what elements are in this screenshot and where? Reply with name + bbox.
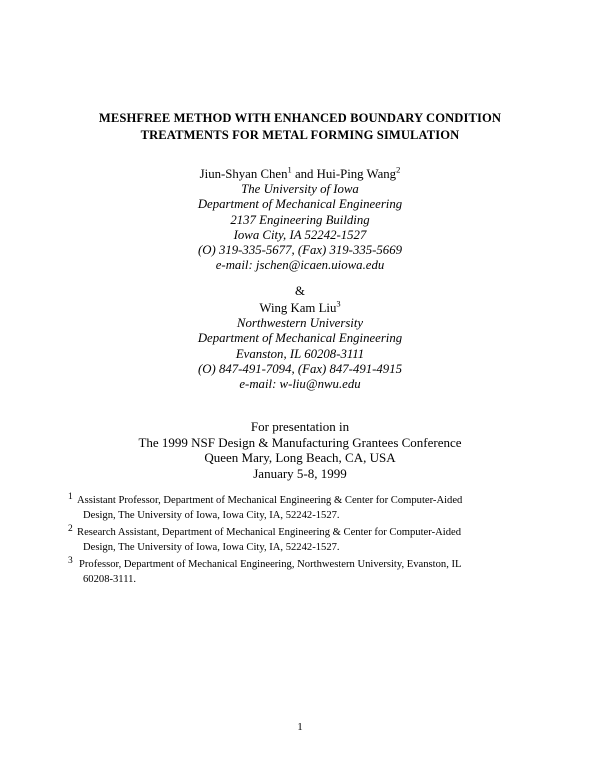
author-liu-footnote-mark: 3	[336, 298, 341, 309]
presentation-line-2: The 1999 NSF Design & Manufacturing Grantees Conference	[138, 434, 462, 450]
affiliation-iowa: The University of Iowa	[241, 182, 359, 197]
author-connector: and	[294, 167, 314, 181]
email-northwestern: e-mail: w-liu@nwu.edu	[239, 377, 361, 392]
page-number: 1	[297, 721, 303, 733]
footnote-1-mark: 1	[68, 492, 73, 502]
phone-northwestern: (O) 847-491-7094, (Fax) 847-491-4915	[198, 361, 402, 376]
footnote-2-mark: 2	[68, 524, 73, 534]
presentation-line-1: For presentation in	[250, 419, 350, 434]
author-block-northwestern	[0, 298, 600, 392]
email-iowa: e-mail: jschen@icaen.uiowa.edu	[215, 258, 385, 273]
footnote-3	[68, 557, 540, 587]
department-iowa: Department of Mechanical Engineering	[197, 197, 403, 212]
presentation-line-4: January 5-8, 1999	[253, 465, 347, 481]
city-iowa: Iowa City, IA 52242-1527	[233, 227, 367, 242]
author-names-line	[0, 164, 600, 182]
footnote-3-line-2: 60208-3111.	[83, 574, 137, 585]
author-liu-line	[0, 298, 600, 316]
author-chen: Jiun-Shyan Chen	[199, 167, 288, 181]
author-liu: Wing Kam Liu	[259, 301, 337, 315]
footnote-3-line-1: Professor, Department of Mechanical Engineering, Northwestern University, Evanston, IL	[79, 559, 462, 570]
title-line-1: MESHFREE METHOD WITH ENHANCED BOUNDARY CONDITION	[98, 111, 502, 125]
footnote-2	[68, 525, 540, 555]
author-wang-footnote-mark: 2	[396, 164, 401, 175]
presentation-line-3: Queen Mary, Long Beach, CA, USA	[204, 450, 396, 465]
title-line-2: TREATMENTS FOR METAL FORMING SIMULATION	[140, 128, 460, 142]
presentation-info	[0, 419, 600, 481]
affiliation-northwestern: Northwestern University	[236, 316, 364, 331]
ampersand-separator: &	[295, 284, 305, 298]
paper-title	[0, 110, 600, 144]
phone-iowa: (O) 319-335-5677, (Fax) 319-335-5669	[198, 243, 402, 258]
footnote-1-line-2: Design, The University of Iowa, Iowa City, IA, 52242-1527.	[83, 510, 340, 521]
author-chen-footnote-mark: 1	[287, 164, 292, 175]
footnote-3-mark: 3	[68, 556, 73, 566]
footnote-2-line-1: Research Assistant, Department of Mechanical Engineering & Center for Computer-Aided	[77, 527, 461, 538]
city-northwestern: Evanston, IL 60208-3111	[235, 346, 365, 361]
department-northwestern: Department of Mechanical Engineering	[197, 331, 403, 346]
author-block-iowa	[0, 164, 600, 273]
footnote-1-line-1: Assistant Professor, Department of Mechanical Engineering & Center for Computer-Aided	[77, 495, 463, 506]
footnotes	[68, 493, 540, 589]
building-iowa: 2137 Engineering Building	[230, 212, 370, 227]
footnote-1	[68, 493, 540, 523]
footnote-2-line-2: Design, The University of Iowa, Iowa City, IA, 52242-1527.	[83, 542, 340, 553]
author-wang: Hui-Ping Wang	[316, 167, 397, 181]
